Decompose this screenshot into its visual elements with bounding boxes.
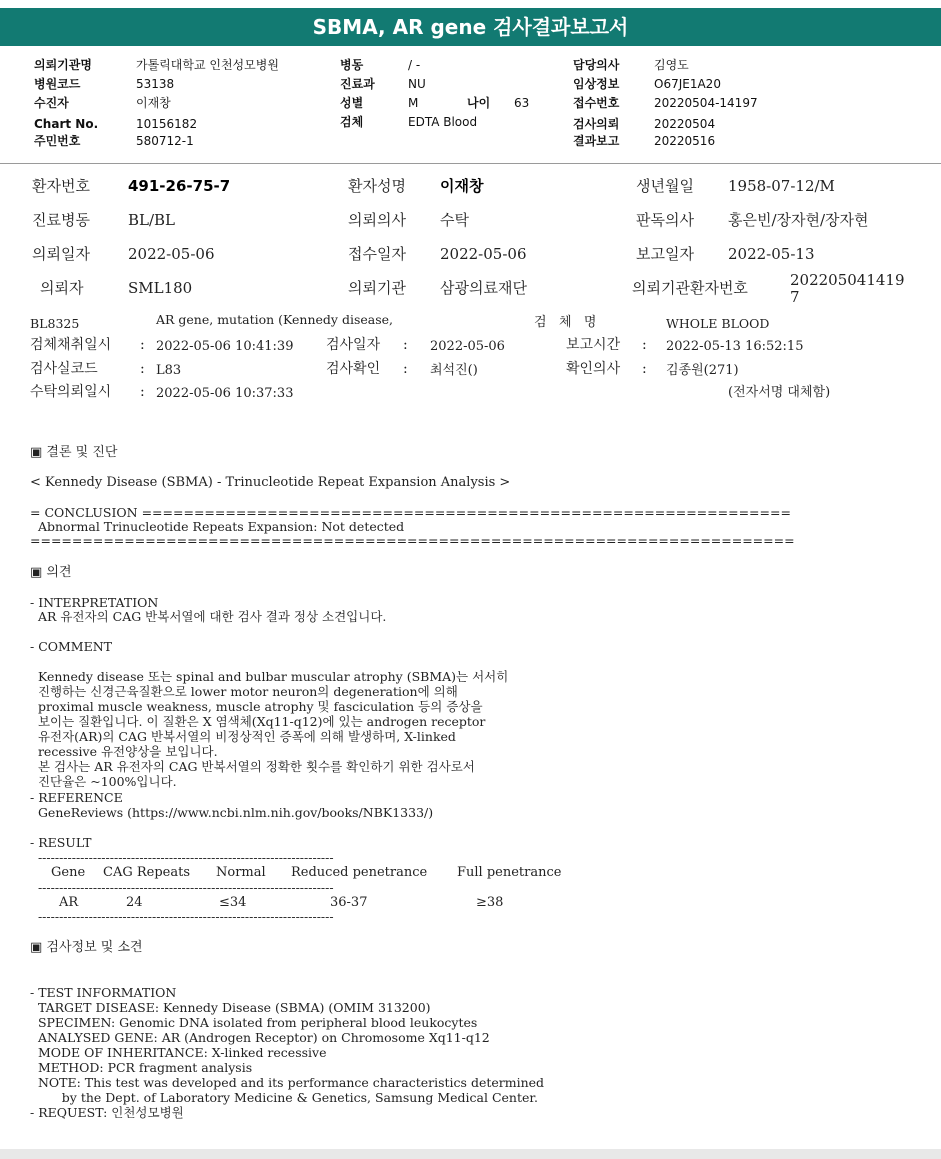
cell-full-penetrance: ≥38 <box>476 895 504 910</box>
conclusion-rule: ========================================================================= <box>30 533 795 548</box>
header-divider <box>0 163 941 164</box>
interpretation-head: - INTERPRETATION <box>30 595 159 610</box>
col-cag-repeats: CAG Repeats <box>103 865 190 880</box>
colon-2: : <box>403 337 408 353</box>
collection-time-label: 검체채취일시 <box>30 337 112 353</box>
specimen-name-label: 검 체 명 <box>534 315 597 330</box>
result-rule-top: ---------------------------------------------------------------------- <box>30 850 334 865</box>
comment-line: proximal muscle weakness, muscle atrophy 및 fasciculation 등의 증상을 <box>30 699 483 714</box>
sex-label: 성별 <box>340 96 364 110</box>
request-line: - REQUEST: 인천성모병원 <box>30 1105 184 1120</box>
reading-doctor-value: 홍은빈/장자현/장자현 <box>728 211 869 229</box>
testinfo-line: SPECIMEN: Genomic DNA isolated from peripheral blood leukocytes <box>30 1015 478 1030</box>
receipt-date-value: 2022-05-06 <box>440 245 527 263</box>
colon-7: : <box>140 384 145 400</box>
comment-head: - COMMENT <box>30 639 113 654</box>
department-value: NU <box>408 77 426 91</box>
section-conclusion-title: ▣ 결론 및 진단 <box>30 445 118 460</box>
resident-no-label: 주민번호 <box>34 134 81 148</box>
confirm-doctor-label: 확인의사 <box>566 361 621 377</box>
report-time-label: 보고시간 <box>566 337 621 353</box>
report-date-value: 2022-05-13 <box>728 245 815 263</box>
institution-patient-no-label: 의뢰기관환자번호 <box>632 279 748 297</box>
doctor-label: 담당의사 <box>573 58 620 72</box>
comment-line: 보이는 질환입니다. 이 질환은 X 염색체(Xq11-q12)에 있는 androgen receptor <box>30 714 486 729</box>
ward-label-2: 진료병동 <box>32 211 90 229</box>
testinfo-line: METHOD: PCR fragment analysis <box>30 1060 253 1075</box>
section-opinion-title: ▣ 의견 <box>30 565 72 580</box>
specimen-label: 검체 <box>340 115 364 129</box>
testinfo-line: - TEST INFORMATION <box>30 985 177 1000</box>
ward-value-2: BL/BL <box>128 211 176 229</box>
patient-label: 수진자 <box>34 96 69 110</box>
testinfo-line: NOTE: This test was developed and its performance characteristics determined <box>30 1075 545 1090</box>
receipt-no-label: 접수번호 <box>573 96 620 110</box>
lab-code-value: L83 <box>156 363 182 378</box>
patient-name-value: 이재창 <box>440 177 484 195</box>
specimen-name-value: WHOLE BLOOD <box>666 316 770 331</box>
age-label: 나이 <box>467 96 491 110</box>
birthdate-label: 생년월일 <box>636 177 694 195</box>
signature-note: (전자서명 대체함) <box>728 385 831 400</box>
specimen-value: EDTA Blood <box>408 115 478 129</box>
outsource-time-value: 2022-05-06 10:37:33 <box>156 386 294 401</box>
hospital-name-value: 가톨릭대학교 인천성모병원 <box>136 58 279 72</box>
requesting-institution-value: 삼광의료재단 <box>440 279 527 297</box>
colon-3: : <box>642 337 647 353</box>
hospital-code-label: 병원코드 <box>34 77 81 91</box>
result-report-label: 결과보고 <box>573 134 620 148</box>
reference-text: GeneReviews (https://www.ncbi.nlm.nih.gov/books/NBK1333/) <box>30 805 434 820</box>
conclusion-head: = CONCLUSION ============================================================== <box>30 505 791 520</box>
resident-no-value: 580712-1 <box>136 134 194 148</box>
institution-patient-no-value-cont: 7 <box>790 288 800 306</box>
comment-line: 본 검사는 AR 유전자의 CAG 반복서열의 정확한 횟수를 확인하기 위한 검사로서 <box>30 759 475 774</box>
result-rule-mid: ---------------------------------------------------------------------- <box>30 880 334 895</box>
cell-reduced-penetrance: 36-37 <box>330 895 368 910</box>
comment-line: 유전자(AR)의 CAG 반복서열의 비정상적인 증폭에 의해 발생하며, X-linked <box>30 729 456 744</box>
chart-no-label: Chart No. <box>34 117 99 131</box>
reading-doctor-label: 판독의사 <box>636 211 694 229</box>
page-bottom-bar <box>0 1149 941 1159</box>
col-normal: Normal <box>216 865 266 880</box>
colon-4: : <box>140 361 145 377</box>
result-rule-bottom: ---------------------------------------------------------------------- <box>30 909 334 924</box>
report-time-value: 2022-05-13 16:52:15 <box>666 339 804 354</box>
patient-value: 이재창 <box>136 96 171 110</box>
hospital-code-value: 53138 <box>136 77 175 91</box>
col-gene: Gene <box>51 865 86 880</box>
doctor-value: 김영도 <box>654 58 689 72</box>
testinfo-line: TARGET DISEASE: Kennedy Disease (SBMA) (OMIM 313200) <box>30 1000 431 1015</box>
col-full-penetrance: Full penetrance <box>457 865 562 880</box>
cell-gene: AR <box>59 895 79 910</box>
test-information <box>30 970 544 1120</box>
test-code: BL8325 <box>30 316 80 331</box>
comment-line: Kennedy disease 또는 spinal and bulbar muscular atrophy (SBMA)는 서서히 <box>30 669 509 684</box>
request-date-value: 20220504 <box>654 117 716 131</box>
requester-value: SML180 <box>128 279 193 297</box>
hospital-name-label: 의뢰기관명 <box>34 58 92 72</box>
requesting-institution-label: 의뢰기관 <box>348 279 406 297</box>
confirm-doctor-value: 김종원(271) <box>666 363 739 378</box>
request-date-label: 검사의뢰 <box>573 117 620 131</box>
ward-value: / - <box>408 58 421 72</box>
order-date-label: 의뢰일자 <box>32 245 90 263</box>
test-check-value: 최석진() <box>430 363 478 378</box>
collection-time-value: 2022-05-06 10:41:39 <box>156 339 294 354</box>
referring-doctor-value: 수탁 <box>440 211 469 229</box>
patient-name-label: 환자성명 <box>348 177 406 195</box>
result-head: - RESULT <box>30 835 92 850</box>
requester-label: 의뢰자 <box>40 279 84 297</box>
test-check-label: 검사확인 <box>326 361 381 377</box>
report-title: SBMA, AR gene 검사결과보고서 <box>0 8 941 46</box>
section-testinfo-title: ▣ 검사정보 및 소견 <box>30 940 143 955</box>
testinfo-line: MODE OF INHERITANCE: X-linked recessive <box>30 1045 327 1060</box>
analysis-subtitle: < Kennedy Disease (SBMA) - Trinucleotide Repeat Expansion Analysis > <box>30 475 511 490</box>
age-value: 63 <box>514 96 530 110</box>
colon-5: : <box>403 361 408 377</box>
testinfo-line: by the Dept. of Laboratory Medicine & Genetics, Samsung Medical Center. <box>30 1090 538 1105</box>
cell-normal: ≤34 <box>219 895 247 910</box>
comment-line: 진행하는 신경근육질환으로 lower motor neuron의 degeneration에 의해 <box>30 684 458 699</box>
interpretation-text: AR 유전자의 CAG 반복서열에 대한 검사 결과 정상 소견입니다. <box>30 609 387 624</box>
institution-patient-no-value: 202205041419 <box>790 271 905 289</box>
chart-no-value: 10156182 <box>136 117 198 131</box>
referring-doctor-label: 의뢰의사 <box>348 211 406 229</box>
comment-line: recessive 유전양상을 보입니다. <box>30 744 218 759</box>
result-report-value: 20220516 <box>654 134 716 148</box>
test-date-value: 2022-05-06 <box>430 339 505 354</box>
lab-code-label: 검사실코드 <box>30 361 98 377</box>
testinfo-line: ANALYSED GENE: AR (Androgen Receptor) on Chromosome Xq11-q12 <box>30 1030 490 1045</box>
ward-label: 병동 <box>340 58 364 72</box>
receipt-date-label: 접수일자 <box>348 245 406 263</box>
department-label: 진료과 <box>340 77 375 91</box>
birthdate-value: 1958-07-12/M <box>728 177 835 195</box>
comment-line: 진단율은 ~100%입니다. <box>30 774 177 789</box>
test-date-label: 검사일자 <box>326 337 381 353</box>
outsource-time-label: 수탁의뢰일시 <box>30 384 112 400</box>
colon-6: : <box>642 361 647 377</box>
conclusion-text: Abnormal Trinucleotide Repeats Expansion: Not detected <box>30 519 405 534</box>
patient-no-label: 환자번호 <box>32 177 90 195</box>
clinical-info-value: O67JE1A20 <box>654 77 721 91</box>
sex-value: M <box>408 96 419 110</box>
clinical-info-label: 임상정보 <box>573 77 620 91</box>
order-date-value: 2022-05-06 <box>128 245 215 263</box>
col-reduced-penetrance: Reduced penetrance <box>291 865 428 880</box>
test-name: AR gene, mutation (Kennedy disease, <box>156 312 394 327</box>
receipt-no-value: 20220504-14197 <box>654 96 758 110</box>
patient-no-value: 491-26-75-7 <box>128 177 231 195</box>
comment-text <box>30 654 508 804</box>
colon-1: : <box>140 337 145 353</box>
cell-cag-repeats: 24 <box>126 895 143 910</box>
report-date-label: 보고일자 <box>636 245 694 263</box>
reference-head: - REFERENCE <box>30 790 123 805</box>
